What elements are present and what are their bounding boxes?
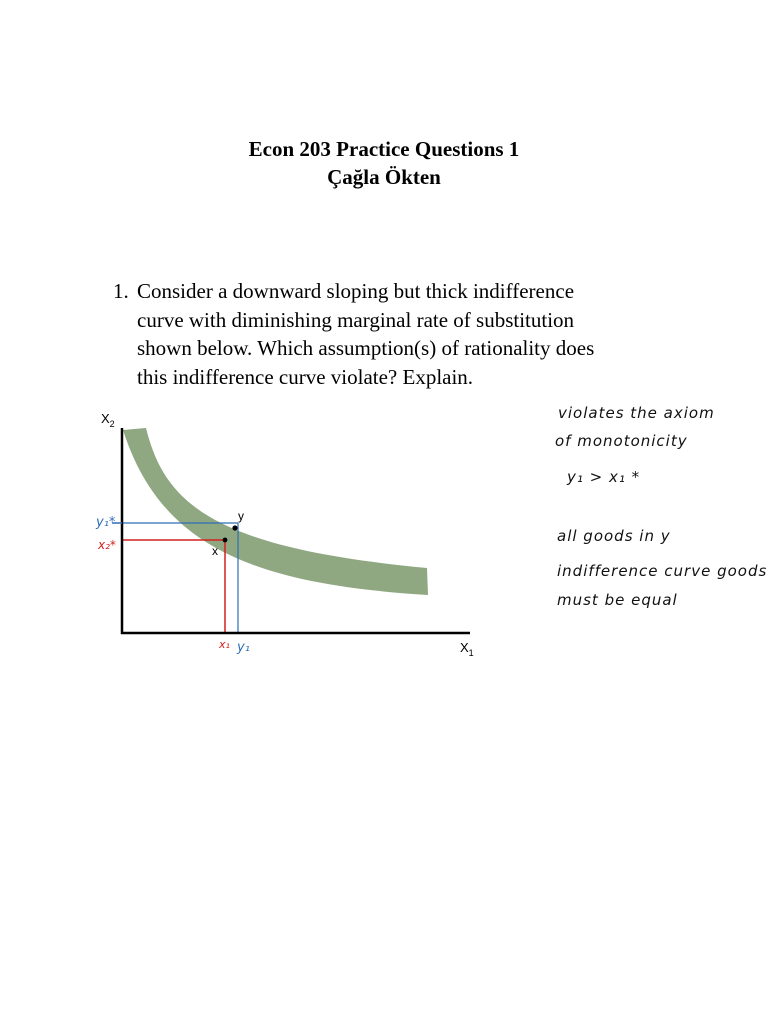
question-number: 1. xyxy=(113,279,129,303)
question-line-2: curve with diminishing marginal rate of substitution xyxy=(137,307,575,332)
x-axis-label: $X_1$ xyxy=(460,640,474,658)
note-line-3: y₁ > x₁ * xyxy=(567,468,641,486)
point-y-label: y xyxy=(238,509,244,523)
thick-indifference-curve xyxy=(123,428,428,595)
note-line-5: indifference curve goods xyxy=(557,562,768,580)
author-name: Çağla Ökten xyxy=(327,165,441,189)
note-line-4: all goods in y xyxy=(557,527,671,545)
y1-tick-label: y₁ xyxy=(237,640,250,655)
x1-tick-label: x₁ xyxy=(219,638,230,651)
note-line-1: violates the axiom xyxy=(558,404,715,422)
point-x-dot xyxy=(223,538,228,543)
y1-star-label: y₁* xyxy=(96,515,116,530)
question-line-1: Consider a downward sloping but thick indifference xyxy=(137,279,575,303)
question-line-3: shown below. Which assumption(s) of rationality does xyxy=(137,336,595,360)
y-axis-label: $X_2$ xyxy=(101,411,115,429)
question-line-4: this indifference curve violate? Explain. xyxy=(137,364,474,389)
point-x-label: x xyxy=(212,544,218,558)
x2-star-label: x₂* xyxy=(98,538,116,552)
document-title: Econ 203 Practice Questions 1 xyxy=(248,137,520,161)
point-y-dot xyxy=(232,525,237,530)
note-line-6: must be equal xyxy=(557,591,678,609)
note-line-2: of monotonicity xyxy=(555,432,688,450)
